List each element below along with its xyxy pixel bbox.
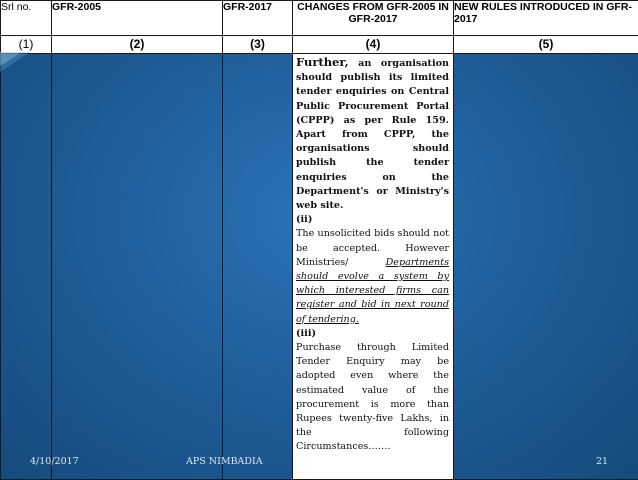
- lead-paragraph: [296, 55, 449, 213]
- paragraph-ii-text: The unsolicited bids should not be accepted. However Ministries/: [296, 228, 449, 267]
- gfr-2005-cell: [52, 54, 223, 480]
- column-number-4: (4): [293, 36, 454, 54]
- changes-cell: [293, 54, 454, 480]
- header-gfr-2005: GFR-2005: [52, 1, 223, 36]
- footer-author: APS NIMBADIA: [186, 456, 263, 467]
- column-number-3: (3): [223, 36, 293, 54]
- corner-decoration: [0, 52, 60, 72]
- header-changes: CHANGES FROM GFR-2005 IN GFR-2017: [293, 1, 454, 36]
- column-number-1: (1): [1, 36, 52, 54]
- column-number-row: [1, 36, 638, 54]
- header-new-rules: NEW RULES INTRODUCED IN GFR-2017: [454, 1, 638, 36]
- header-gfr-2017: GFR-2017: [223, 1, 293, 36]
- paragraph-ii: [296, 227, 449, 326]
- lead-word: Further,: [296, 55, 349, 69]
- srl-cell: [1, 54, 52, 480]
- subheading-iii: (iii): [296, 327, 449, 341]
- header-row: [1, 1, 638, 36]
- paragraph-ii-emphasis: Departments should evolve a system by which interested firms can register and bid in next round of tendering.: [296, 257, 449, 325]
- subheading-ii: (ii): [296, 213, 449, 227]
- column-number-5: (5): [454, 36, 638, 54]
- lead-text: an organisation should publish its limited tender enquiries on Central Public Procurement Portal (CPPP) as per Rule 159. Apart from CPPP, the organisations should publish the tender enquiries on the Department's or Ministry's web site.: [296, 58, 449, 211]
- footer-date: 4/10/2017: [30, 456, 79, 467]
- content-row: [1, 54, 638, 480]
- paragraph-iii: Purchase through Limited Tender Enquiry may be adopted even where the estimated value of the procurement is more than Rupees twenty-five Lakhs, in the following Circumstances…….: [296, 341, 449, 455]
- footer-page-number: 21: [596, 456, 608, 467]
- header-srl: Srl no.: [1, 1, 52, 36]
- gfr-2017-cell: [223, 54, 293, 480]
- new-rules-cell: [454, 54, 638, 480]
- column-number-2: (2): [52, 36, 223, 54]
